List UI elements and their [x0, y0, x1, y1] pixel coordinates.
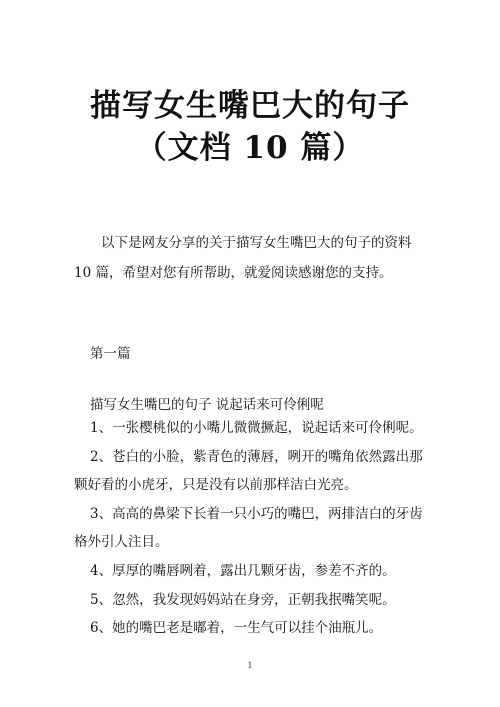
list-item: 6、她的嘴巴老是嘟着，一生气可以挂个油瓶儿。: [90, 620, 383, 637]
list-item: 3、高高的鼻梁下长着一只小巧的嘴巴，两排洁白的牙齿格外引人注目。: [74, 505, 423, 551]
list-item: 2、苍白的小脸，紫青色的薄唇，咧开的嘴角依然露出那颗好看的小虎牙，只是没有以前那样洁白光亮。: [74, 448, 423, 494]
document-title: 描写女生嘴巴大的句子: [90, 88, 410, 124]
list-item: 1、一张樱桃似的小嘴儿微微撅起，说起话来可伶俐呢。: [90, 420, 423, 436]
section-heading: 第一篇: [90, 346, 131, 362]
page-number: 1: [247, 661, 253, 670]
sentence-list: [74, 414, 434, 643]
section-subtitle: 描写女生嘴巴的句子 说起话来可伶俐呢: [90, 397, 324, 413]
intro-paragraph: 以下是网友分享的关于描写女生嘴巴大的句子的资料 10 篇，希望对您有所帮助，就爱阅读感谢您的支持。: [74, 235, 412, 281]
list-item: 4、厚厚的嘴唇咧着，露出几颗牙齿，参差不齐的。: [90, 562, 396, 579]
list-item: 5、忽然，我发现妈妈站在身旁，正朝我抿嘴笑呢。: [90, 591, 396, 608]
document-title-subtitle: （文档 10 篇）: [135, 130, 365, 166]
